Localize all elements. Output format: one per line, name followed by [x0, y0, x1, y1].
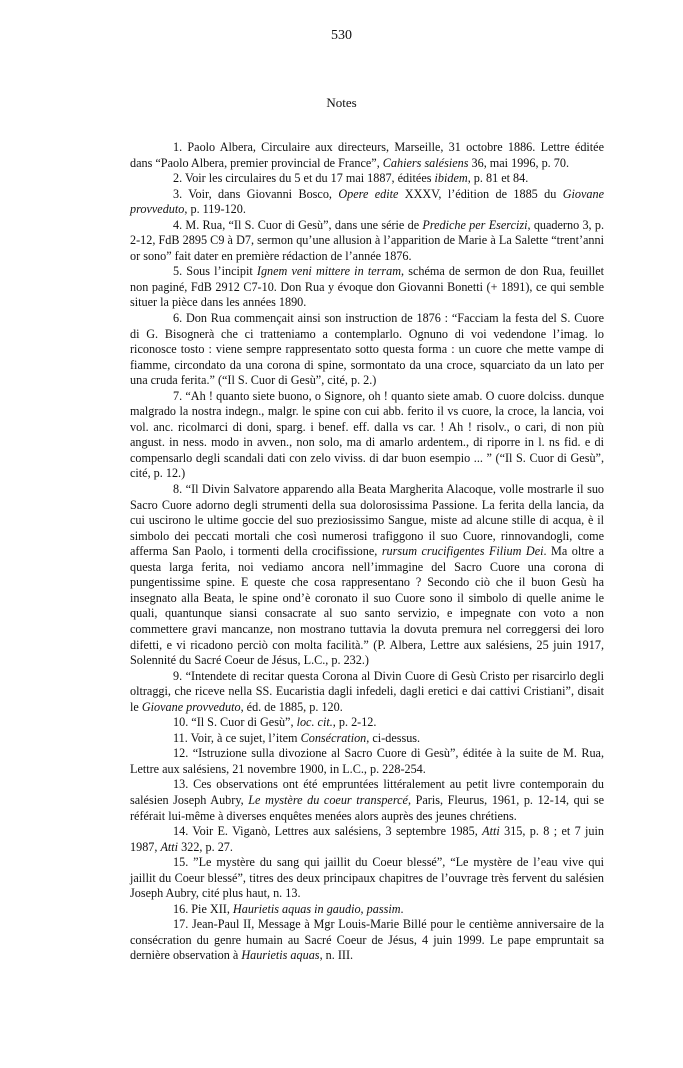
footnote-text: “Il Divin Salvatore apparendo alla Beata Margherita Alacoque, volle mostrarle il suo Sacro Cuore adorno degli strumenti della sua dolorosissima Passione. La ferita della lancia, da cui uscirono le ultime goccie del suo preziosissimo Sangue, miste ad alcune stille di acqua, è il simbolo dei peccati mortali che così numerosi trafiggono il suo Cuore, rinnovandogli, come afferma San Paolo, i tormenti della crocifissione, [130, 482, 605, 559]
footnote-text: Ces observations ont été empruntées littéralement au petit livre contemporain du salésien Joseph Aubry, [130, 777, 605, 807]
footnote [130, 264, 604, 311]
footnote-number: 6. [173, 311, 183, 326]
footnote-number: 10. [173, 715, 189, 730]
footnote-number: 4. [173, 217, 183, 232]
footnote-italic-text: Consécration [300, 730, 367, 745]
footnote-italic-text: Prediche per Esercizi [422, 217, 528, 232]
footnote-text: XXXV, l’édition de 1885 du [398, 186, 563, 201]
footnote-number: 12. [173, 746, 189, 761]
footnote-number: 3. [173, 186, 183, 201]
footnote-number: 16. [173, 901, 189, 916]
footnote-number: 15. [173, 855, 189, 870]
footnote [130, 746, 604, 777]
footnote-text: Sous l’incipit [186, 264, 257, 279]
footnote [130, 715, 604, 731]
footnote [130, 917, 604, 964]
footnote [130, 731, 604, 747]
footnote-italic-text: Haurietis aquas in gaudio, passim [232, 901, 401, 916]
footnote [130, 389, 604, 482]
notes-list [130, 140, 604, 964]
footnote-italic-text: loc. cit. [296, 715, 333, 730]
footnote-text: Voir les circulaires du 5 et du 17 mai 1887, éditées [184, 171, 435, 186]
footnote-text: Voir, à ce sujet, l’item [190, 730, 301, 745]
footnote-text: “Il S. Cuor di Gesù”, [191, 715, 297, 730]
footnote-text: “Ah ! quanto siete buono, o Signore, oh ! quanto siete amab. O cuore dolciss. dunque malgrado la nostra indegn., malgr. le spine con cui abb. ferito il vs cuore, la croce, la lancia, voi vol. anc. ricolmarci di doni, sparg. i benef. eff. dalla vs car. ! Ah ! risolv., o cari, di non più angust. in ness. modo in avven., non solo, ma di amarlo ardentem., di riporre in l. ns fid. e di compensarlo degli scandali dati con zelo viviss. di dar buon esempio ... ” (“Il S. Cuor di Gesù”, cité, p. 12.) [130, 388, 605, 481]
footnote-number: 8. [173, 482, 183, 497]
footnote-text: , p. 81 et 84. [467, 171, 529, 186]
footnote-text: Pie XII, [191, 901, 233, 916]
footnote-italic-text: Le mystère du coeur transpercé [248, 792, 408, 807]
footnote-italic-text: Opere edite [338, 186, 399, 201]
footnote [130, 171, 604, 187]
footnote [130, 482, 604, 669]
footnote-italic-text: ibidem [434, 171, 468, 186]
footnote-text: 315, p. 8 ; et 7 juin 1987, [130, 824, 605, 854]
footnote-italic-text: Atti [160, 839, 179, 854]
footnote-number: 2. [173, 171, 183, 186]
footnote [130, 218, 604, 265]
footnote-number: 5. [173, 264, 183, 279]
footnote-text: , schéma de sermon de don Rua, feuillet non paginé, FdB 2912 C7-10. Don Rua y évoque don Giovanni Bonetti (+ 1891), ce qui semble situer la pièce dans les années 1890. [130, 264, 605, 310]
footnote-text: , p. 2-12. [332, 715, 377, 730]
footnote-text: , Paris, Fleurus, 1961, p. 12-14, qui se référait lui-même à diverses enquêtes menées alors auprès des jeunes chrétiens. [130, 792, 604, 823]
footnote [130, 140, 604, 171]
footnote-italic-text: Atti [482, 824, 500, 839]
footnote-number: 7. [173, 388, 183, 403]
footnote-text: “Intendete di recitar questa Corona al Divin Cuore di Gesù Cristo per risarcirlo degli oltraggi, che riceve nella SS. Eucaristia dagli infedeli, dagli eretici e dai cattivi Cristiani”, disait le [130, 668, 604, 714]
footnote-text: . [400, 901, 404, 916]
footnote-italic-text: Cahiers salésiens [382, 155, 469, 170]
footnote-text: “Istruzione sulla divozione al Sacro Cuore di Gesù”, éditée à la suite de M. Rua, Lettre aux salésiens, 21 novembre 1900, in L.C., p. 228-254. [130, 746, 605, 776]
footnote-italic-text: rursum crucifigentes Filium Dei [381, 544, 544, 559]
footnote-text: Don Rua commençait ainsi son instruction de 1876 : “Facciam la festa del S. Cuore di G. Bisognerà che ci tratteniamo a contemplarlo. Ognuno di voi vedendone l’imag. lo riconosce tosto : viene sempre rappresentato sotto questa forma : un cuore che mette vampe di fiamme, circondato da una corona di spine, sormontato da una croce, squarciato da un lato per una cruda ferita.” (“Il S. Cuor di Gesù”, cité, p. 2.) [130, 311, 605, 388]
footnote-text: , éd. de 1885, p. 120. [240, 699, 343, 714]
footnote-italic-text: Haurietis aquas [241, 948, 320, 963]
footnote-text: 36, mai 1996, p. 70. [468, 155, 569, 170]
footnote-text: Voir E. Viganò, Lettres aux salésiens, 3 septembre 1985, [192, 824, 483, 839]
footnote-number: 11. [173, 730, 188, 745]
footnote-number: 13. [173, 777, 189, 792]
footnote-text: , n. III. [319, 948, 354, 963]
footnote-number: 9. [173, 668, 183, 683]
footnote-text: . Ma oltre a questa larga ferita, noi vediamo ancora nell’immagine del Sacro Cuore una corona di pungentissime spine. E queste che cosa rappresentano ? Secondo ciò che il buon Gesù ha insegnato alla Beata, le spine ond’è coronato il suo Cuore sono il simbolo di quelle anime le quali, quantunque siansi consacrate al suo santo servizio, e impegnate con voto a non commettere gravi mancanze, non mostrano tuttavia la dovuta premura nel correggersi dei loro difetti, e vi ricadono perciò con molta facilità.” (P. Albera, Lettre aux salésiens, 25 juin 1917, Solennité du Sacré Coeur de Jésus, L.C., p. 232.) [130, 544, 605, 668]
footnote-italic-text: Giovane provveduto [141, 699, 241, 714]
footnote-text: , p. 119-120. [184, 202, 246, 217]
footnote-number: 1. [173, 140, 183, 154]
footnote [130, 902, 604, 918]
footnote-text: M. Rua, “Il S. Cuor di Gesù”, dans une série de [185, 217, 423, 232]
footnote-text: ”Le mystère du sang qui jaillit du Coeur blessé”, “Le mystère de l’eau vive qui jaillit du Coeur blessé”, titres des deux principaux chapitres de l’ouvrage très fervent du salésien Joseph Aubry, cité plus haut, n. 13. [130, 855, 605, 901]
section-heading: Notes [326, 95, 357, 110]
footnote-text: , quaderno 3, p. 2-12, FdB 2895 C9 à D7, sermon qu’une allusion à l’apparition de Marie à La Salette “trent’anni or sono” fait dater en première rédaction de l’année 1876. [130, 217, 604, 263]
footnote-text: 322, p. 27. [178, 839, 233, 854]
footnote-text: Paolo Albera, Circulaire aux directeurs, Marseille, 31 octobre 1886. Lettre éditée dans “Paolo Albera, premier provincial de France”, [130, 140, 605, 170]
page-number: 530 [331, 28, 352, 43]
footnote [130, 777, 604, 824]
footnote [130, 824, 604, 855]
footnote-number: 14. [173, 824, 189, 839]
footnote-text: Jean-Paul II, Message à Mgr Louis-Marie Billé pour le centième anniversaire de la consécration du genre humain au Sacré Coeur de Jésus, 4 juin 1999. Le pape empruntait sa dernière observation à [130, 917, 604, 963]
footnote-text: , ci-dessus. [366, 730, 421, 745]
footnote-text: Voir, dans Giovanni Bosco, [188, 186, 339, 201]
footnote [130, 669, 604, 716]
footnote [130, 311, 604, 389]
footnote [130, 855, 604, 902]
footnote-number: 17. [173, 917, 189, 932]
footnote [130, 187, 604, 218]
footnote-italic-text: Giovane provveduto [130, 186, 604, 217]
footnote-italic-text: Ignem veni mittere in terram [256, 264, 401, 279]
